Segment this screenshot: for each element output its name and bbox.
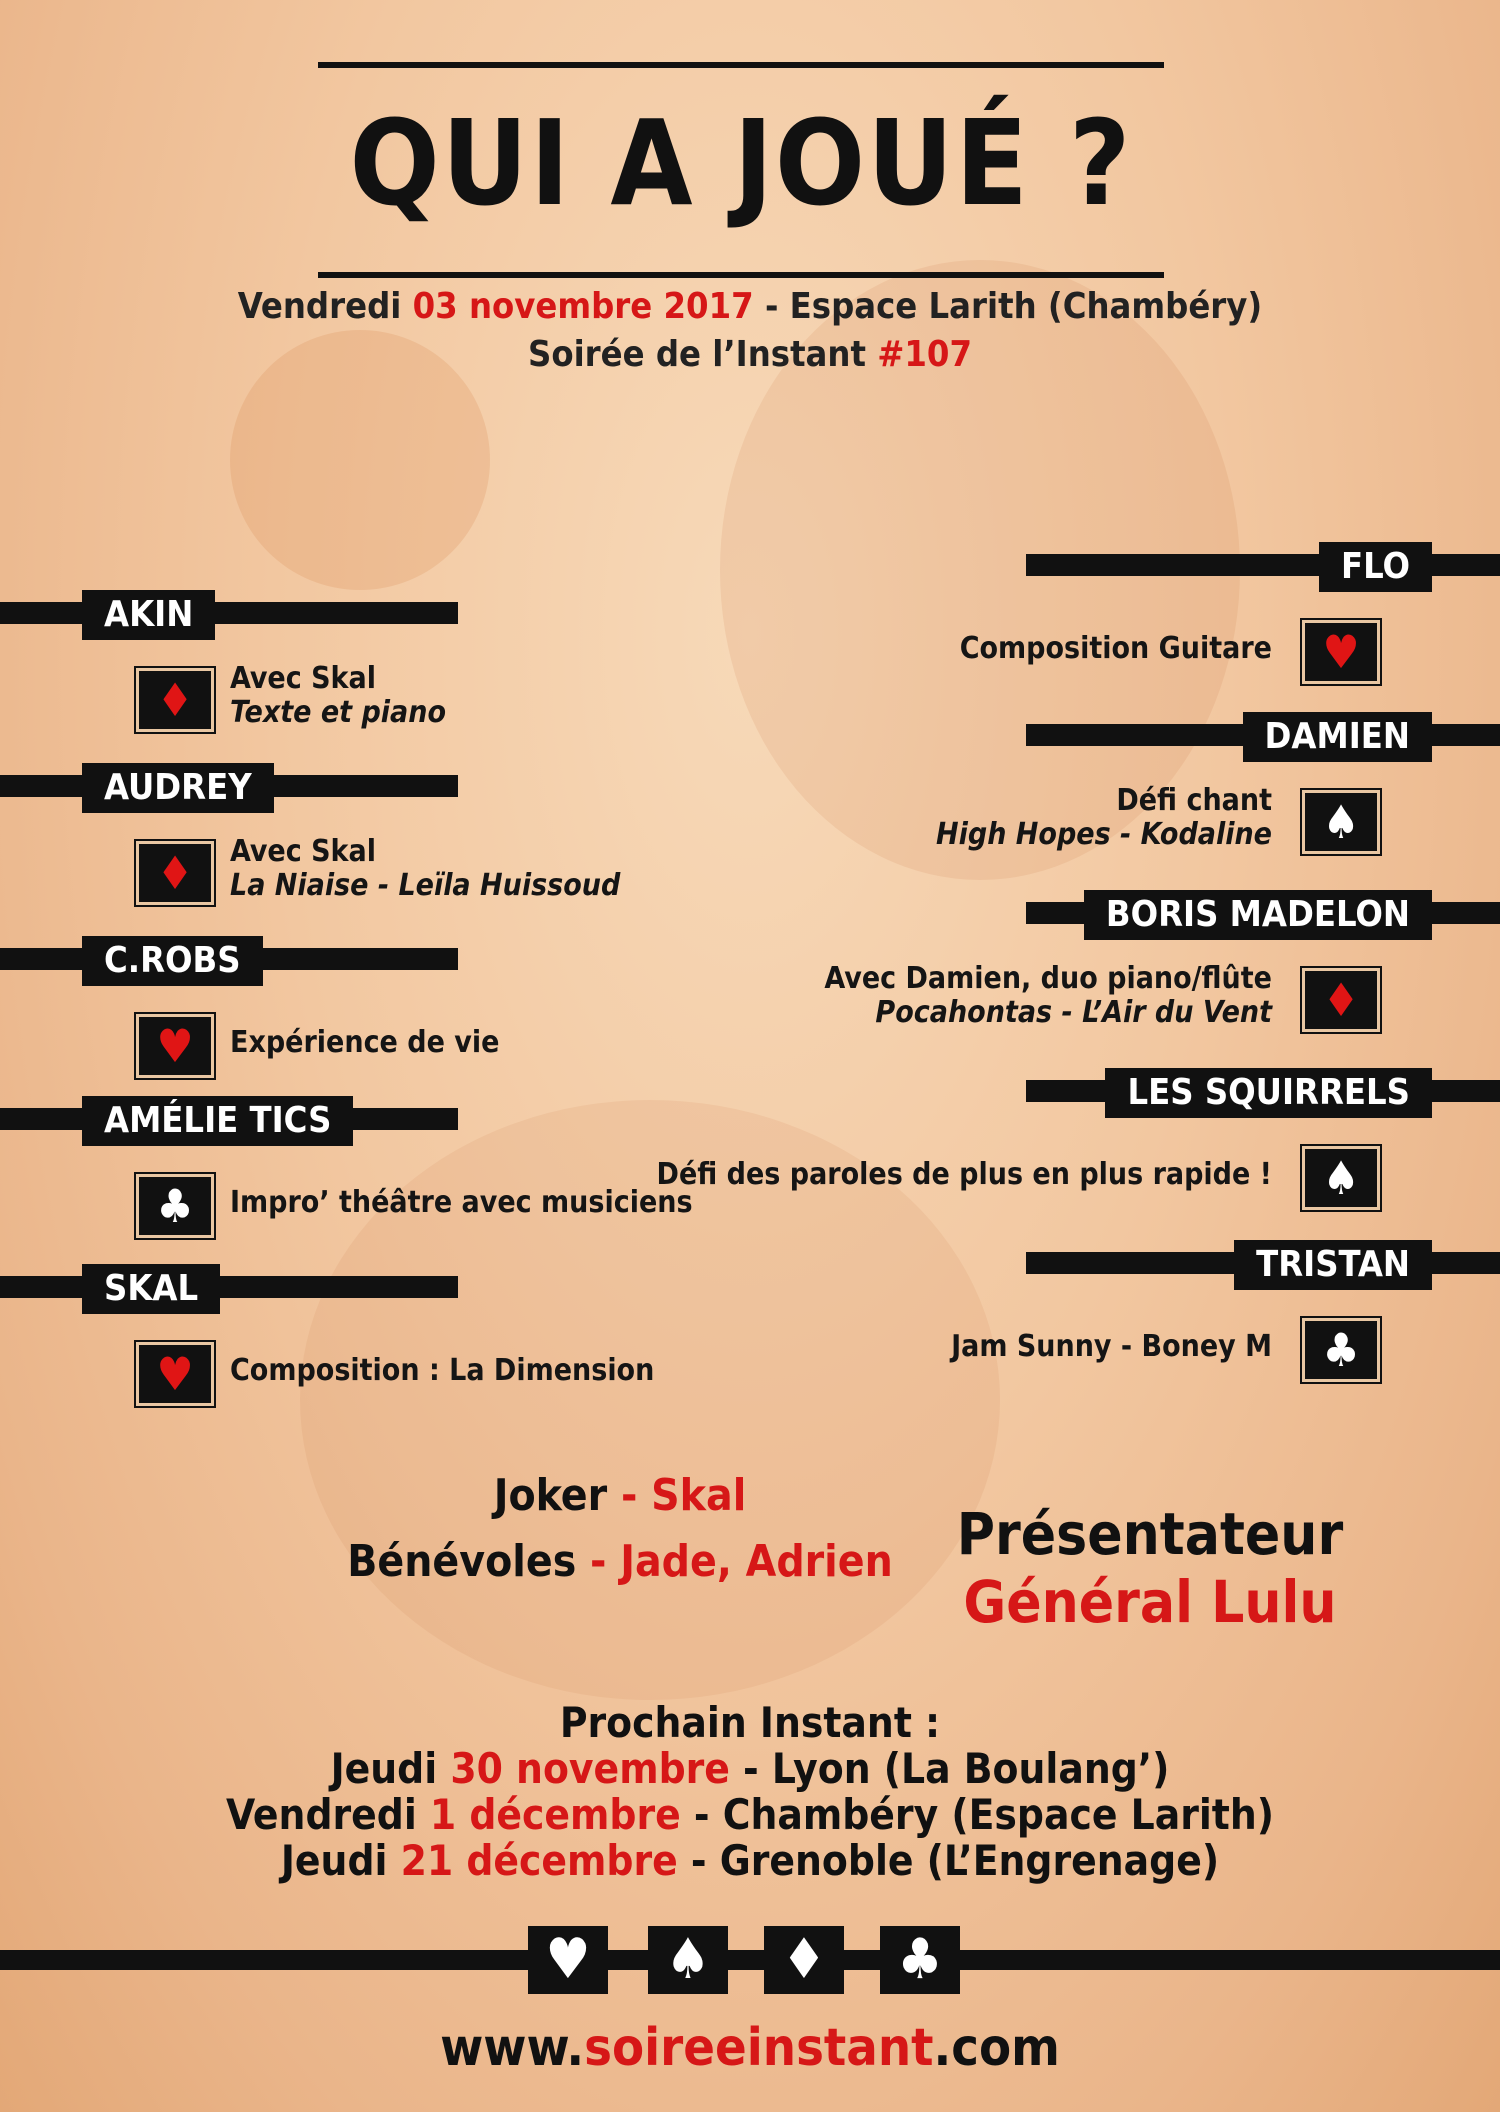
club-icon: ♣: [880, 1926, 960, 1994]
act-detail-secondary: La Niaise - Leïla Huissoud: [230, 868, 621, 903]
title-frame: [318, 62, 1164, 278]
website-prefix: www.: [440, 2018, 585, 2078]
joker-name: Skal: [651, 1470, 747, 1521]
joker-label: Joker: [493, 1470, 608, 1521]
act-bar: [0, 602, 458, 624]
act-detail: Impro’ théâtre avec musiciens: [230, 1185, 693, 1220]
next-date: 1 décembre: [429, 1790, 681, 1839]
joker-line: [330, 1470, 910, 1521]
next-date-row: [0, 1836, 1500, 1885]
act-name: FLO: [1319, 542, 1432, 592]
act-name: BORIS MADELON: [1084, 890, 1432, 940]
next-date-row: [0, 1790, 1500, 1839]
spade-icon: ♠: [648, 1926, 728, 1994]
next-day: Jeudi: [330, 1744, 451, 1793]
act-name: TRISTAN: [1234, 1240, 1432, 1290]
event-date: 03 novembre 2017: [412, 286, 754, 327]
event-venue: - Espace Larith (Chambéry): [753, 286, 1263, 327]
act-name: DAMIEN: [1243, 712, 1432, 762]
website-link[interactable]: [0, 2018, 1500, 2078]
next-day: Jeudi: [280, 1836, 401, 1885]
volunteers-label: Bénévoles: [347, 1536, 577, 1587]
act-detail: Expérience de vie: [230, 1025, 500, 1060]
spade-icon: ♠: [1302, 790, 1380, 854]
club-icon: ♣: [136, 1174, 214, 1238]
event-edition: [0, 334, 1500, 375]
presenter-label: Présentateur: [956, 1500, 1344, 1568]
act-bar: [0, 1276, 458, 1298]
diamond-icon: ♦: [1302, 968, 1380, 1032]
next-heading: Prochain Instant :: [559, 1698, 941, 1747]
next-place: - Chambéry (Espace Larith): [680, 1790, 1275, 1839]
next-day: Vendredi: [225, 1790, 430, 1839]
heart-icon: ♥: [1302, 620, 1380, 684]
event-day: Vendredi: [237, 286, 413, 327]
volunteers-sep: -: [576, 1536, 621, 1587]
joker-sep: -: [607, 1470, 652, 1521]
heart-icon: ♥: [136, 1014, 214, 1078]
act-detail: Composition : La Dimension: [230, 1353, 655, 1388]
act-name: AKIN: [82, 590, 215, 640]
act-detail-secondary: Pocahontas - L’Air du Vent: [875, 995, 1272, 1030]
act-detail-secondary: Texte et piano: [230, 695, 447, 730]
club-icon: ♣: [1302, 1318, 1380, 1382]
next-place: - Lyon (La Boulang’): [729, 1744, 1170, 1793]
act-detail-secondary: High Hopes - Kodaline: [936, 817, 1272, 852]
edition-label: Soirée de l’Instant: [528, 334, 878, 375]
spade-icon: ♠: [1302, 1146, 1380, 1210]
volunteers-names: Jade, Adrien: [620, 1536, 893, 1587]
next-date-row: [0, 1744, 1500, 1793]
heart-icon: ♥: [528, 1926, 608, 1994]
act-name: LES SQUIRRELS: [1105, 1068, 1432, 1118]
act-detail: Avec Skal: [230, 834, 376, 869]
act-name: C.ROBS: [82, 936, 263, 986]
diamond-icon: ♦: [136, 841, 214, 905]
act-detail: Avec Damien, duo piano/flûte: [824, 961, 1272, 996]
act-name: AMÉLIE TICS: [82, 1096, 353, 1146]
website-suffix: .com: [933, 2018, 1060, 2078]
act-detail: Défi des paroles de plus en plus rapide !: [656, 1157, 1272, 1192]
next-date: 21 décembre: [400, 1836, 678, 1885]
next-date: 30 novembre: [450, 1744, 730, 1793]
edition-number: #107: [877, 334, 972, 375]
heart-icon: ♥: [136, 1342, 214, 1406]
website-domain: soireeinstant: [584, 2018, 934, 2078]
act-name: SKAL: [82, 1264, 220, 1314]
diamond-icon: ♦: [764, 1926, 844, 1994]
act-detail: Jam Sunny - Boney M: [951, 1329, 1272, 1364]
act-detail: Composition Guitare: [959, 631, 1272, 666]
footer-divider: [0, 1950, 1500, 1970]
event-line: [0, 286, 1500, 327]
volunteers-line: [300, 1536, 940, 1587]
diamond-icon: ♦: [136, 668, 214, 732]
act-detail: Défi chant: [1116, 783, 1272, 818]
page-title: QUI A JOUÉ ?: [349, 94, 1133, 232]
act-name: AUDREY: [82, 763, 274, 813]
presenter-name: Général Lulu: [963, 1568, 1337, 1636]
next-place: - Grenoble (L’Engrenage): [677, 1836, 1220, 1885]
act-detail: Avec Skal: [230, 661, 376, 696]
